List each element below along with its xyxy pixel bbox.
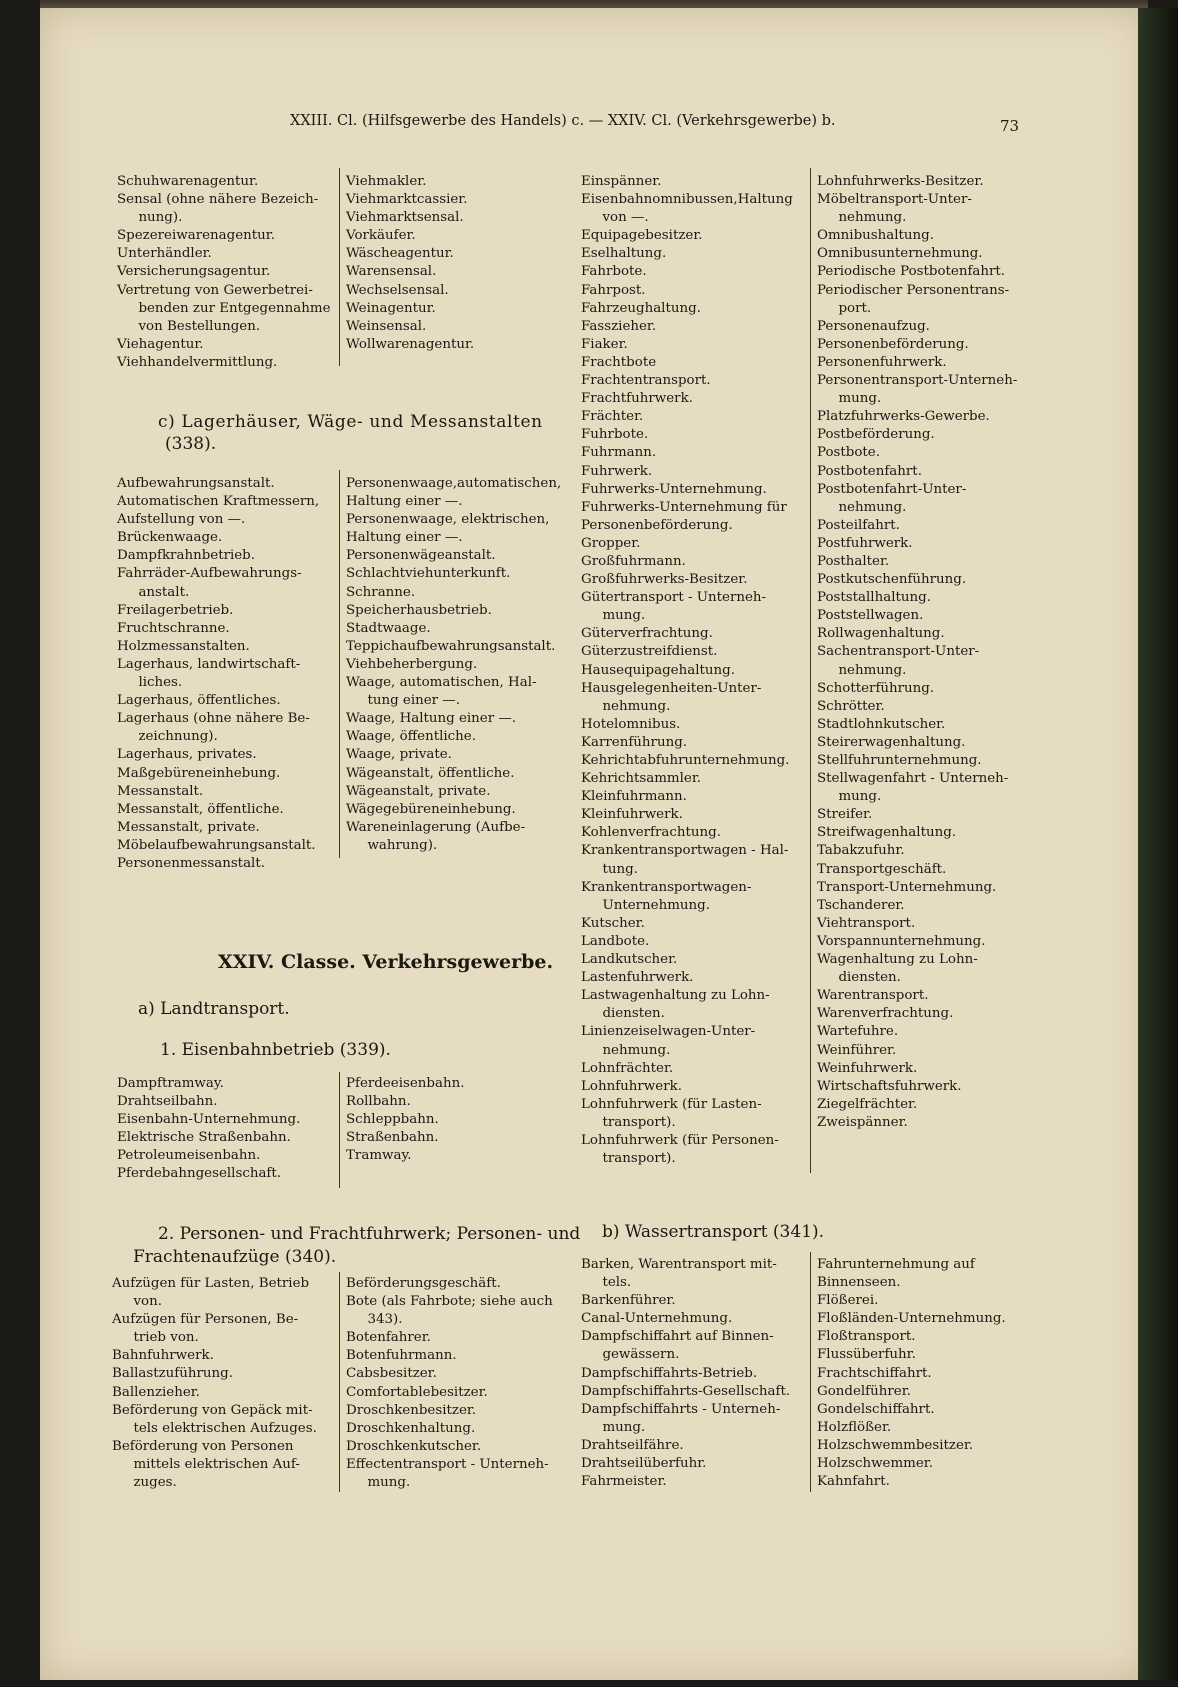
list-entry: Personenwaage,automatischen, (346, 476, 562, 491)
list-entry: Wareneinlagerung (Aufbe- (346, 819, 526, 835)
list-entry: Dampfschiffahrt auf Binnen- (581, 1329, 774, 1345)
list-entry: Flößerei. (817, 1293, 879, 1309)
list-entry: Gütertransport - Unterneh- (581, 590, 767, 606)
list-entry: benden zur Entgegennahme (138, 300, 331, 316)
list-entry: Periodische Postbotenfahrt. (817, 264, 1006, 280)
list-entry: Hausgelegenheiten-Unter- (581, 680, 762, 696)
list-entry: Möbeltransport-Unter- (817, 192, 972, 208)
list-entry: Aufstellung von —. (117, 512, 246, 528)
list-entry: Drahtseilfähre. (581, 1437, 684, 1453)
list-entry: Frachtschiffahrt. (817, 1365, 932, 1381)
list-entry: Transportgeschäft. (817, 861, 947, 877)
list-entry: Vertretung von Gewerbetrei- (117, 282, 313, 298)
list-entry: Holzschwemmer. (817, 1456, 933, 1472)
running-header: XXIII. Cl. (Hilfsgewerbe des Handels) c. — XXIV. Cl. (Verkehrsgewerbe) b. (290, 113, 836, 129)
list-entry: Kleinfuhrwerk. (581, 807, 683, 823)
list-entry: Sensal (ohne nähere Bezeich- (117, 192, 319, 208)
list-entry: trieb von. (133, 1330, 199, 1346)
list-entry: mung. (602, 608, 646, 624)
list-entry: Beförderungsgeschäft. (346, 1276, 501, 1291)
list-entry: Bahnfuhrwerk. (112, 1348, 214, 1364)
list-entry: Großfuhrmann. (581, 553, 686, 569)
list-entry: Kehrichtsammler. (581, 771, 702, 787)
column-divider (810, 168, 811, 1173)
list-entry: anstalt. (138, 584, 190, 600)
class-xxiv-heading: XXIV. Classe. Verkehrsgewerbe. (218, 951, 554, 973)
list-entry: Periodischer Personentrans- (817, 282, 1010, 298)
list-entry: port. (838, 300, 872, 316)
list-entry: Gropper. (581, 535, 641, 551)
list-entry: Weinführer. (817, 1042, 897, 1058)
list-entry: Canal-Unternehmung. (581, 1311, 733, 1327)
list-entry: Sachentransport-Unter- (817, 644, 980, 660)
list-entry: Speicherhausbetrieb. (346, 602, 492, 618)
list-entry: Personentransport-Unterneh- (817, 373, 1018, 389)
list-entry: Drahtseilüberfuhr. (581, 1456, 707, 1472)
list-entry: Weinsensal. (346, 318, 427, 334)
list-entry: Spezereiwarenagentur. (117, 228, 275, 244)
list-entry: Automatischen Kraftmessern, (117, 494, 320, 510)
list-entry: Aufzügen für Lasten, Betrieb (112, 1276, 310, 1291)
list-entry: Wägegebüreneinhebung. (346, 801, 516, 817)
list-entry: Wollwarenagentur. (346, 336, 475, 352)
list-entry: Steirerwagenhaltung. (817, 734, 966, 750)
list-entry: Botenfahrer. (346, 1330, 431, 1346)
list-entry: zuges. (133, 1475, 177, 1491)
list-entry: Aufzügen für Personen, Be- (112, 1312, 299, 1328)
list-entry: Fahrpost. (581, 282, 646, 298)
list-entry: Lohnfrächter. (581, 1060, 674, 1076)
list-entry: Lagerhaus (ohne nähere Be- (117, 711, 310, 727)
list-entry: Petroleumeisenbahn. (117, 1148, 261, 1164)
list-entry: Eisenbahnomnibussen,Haltung (581, 192, 793, 208)
list-entry: nehmung. (602, 698, 671, 714)
list-entry: Posteilfahrt. (817, 517, 900, 533)
list-entry: Fuhrwerk. (581, 463, 653, 479)
list-entry: Kleinfuhrmann. (581, 789, 687, 805)
list-entry: Fiaker. (581, 336, 628, 352)
list-entry: nehmung. (838, 210, 907, 226)
list-entry: liches. (138, 675, 183, 691)
list-entry: tung einer —. (367, 693, 460, 709)
list-entry: Lohnfuhrwerk (für Personen- (581, 1132, 779, 1148)
list-entry: Botenfuhrmann. (346, 1348, 457, 1364)
list-entry: Karrenführung. (581, 734, 688, 750)
list-entry: Floßtransport. (817, 1329, 916, 1345)
list-entry: Personenmessanstalt. (117, 855, 265, 871)
list-entry: Kutscher. (581, 915, 645, 931)
list-entry: mittels elektrischen Auf- (133, 1456, 300, 1472)
list-entry: Warentransport. (817, 988, 929, 1004)
section-c-heading-number: (338). (165, 434, 217, 454)
list-entry: Personenbeförderung. (817, 336, 969, 352)
list-entry: Lohnfuhrwerk (für Lasten- (581, 1096, 762, 1112)
list-entry: Zweispänner. (817, 1114, 908, 1130)
list-entry: Schleppbahn. (346, 1112, 439, 1128)
list-entry: Unterhändler. (117, 246, 212, 262)
list-entry: Fahrunternehmung auf (817, 1257, 975, 1272)
list-entry: Haltung einer —. (346, 494, 463, 510)
list-entry: von. (133, 1294, 162, 1310)
wassertransport-list-right (817, 1256, 1039, 1491)
list-entry: Dampfschiffahrts-Betrieb. (581, 1365, 758, 1381)
eisenbahn-list-left (117, 1075, 332, 1184)
list-entry: Freilagerbetrieb. (117, 602, 234, 618)
list-entry: Kohlenverfrachtung. (581, 825, 721, 841)
list-entry: Landbote. (581, 933, 650, 949)
list-entry: Schlachtviehunterkunft. (346, 566, 511, 582)
list-entry: Stadtwaage. (346, 620, 431, 636)
list-entry: Holzflößer. (817, 1419, 892, 1435)
list-entry: Poststellwagen. (817, 608, 924, 624)
list-entry: Fahrräder-Aufbewahrungs- (117, 566, 302, 582)
list-entry: von Bestellungen. (138, 318, 261, 334)
list-entry: Fruchtschranne. (117, 620, 230, 636)
list-entry: mung. (838, 789, 882, 805)
list-entry: Vorkäufer. (346, 228, 416, 244)
list-entry: Schotterführung. (817, 680, 935, 696)
list-entry: Warenverfrachtung. (817, 1006, 954, 1022)
wassertransport-list-left (581, 1256, 803, 1491)
list-entry: Dampftramway. (117, 1076, 224, 1091)
list-entry: Schranne. (346, 584, 416, 600)
column-divider (339, 470, 340, 858)
list-entry: Beförderung von Gepäck mit- (112, 1402, 313, 1418)
list-entry: nehmung. (838, 662, 907, 678)
eisenbahn-list-right (346, 1075, 561, 1165)
list-entry: diensten. (602, 1006, 665, 1022)
list-entry: Wäscheagentur. (346, 246, 454, 262)
list-entry: Dampfkrahnbetrieb. (117, 548, 256, 564)
list-entry: Barken, Warentransport mit- (581, 1257, 777, 1272)
list-entry: Lagerhaus, öffentliches. (117, 693, 281, 709)
column-divider (339, 1072, 340, 1188)
list-entry: Viehtransport. (817, 915, 916, 931)
list-entry: Holzschwemmbesitzer. (817, 1437, 974, 1453)
column-divider (339, 168, 340, 366)
list-entry: Viehmarktsensal. (346, 210, 464, 226)
fuhrwerk-list-right (346, 1275, 568, 1492)
section-b-heading: b) Wassertransport (341). (602, 1222, 825, 1242)
list-entry: tels elektrischen Aufzuges. (133, 1420, 317, 1436)
list-entry: nehmung. (602, 1042, 671, 1058)
column-divider (810, 1252, 811, 1492)
list-entry: Gondelschiffahrt. (817, 1401, 935, 1417)
list-entry: Aufbewahrungsanstalt. (117, 476, 275, 491)
list-entry: Viehbeherbergung. (346, 656, 478, 672)
list-entry: Postbotenfahrt-Unter- (817, 481, 967, 497)
list-entry: Frächter. (581, 409, 644, 425)
list-entry: Tabakzufuhr. (817, 843, 905, 859)
list-entry: Omnibushaltung. (817, 228, 934, 244)
list-entry: Schuhwarenagentur. (117, 174, 259, 189)
list-entry: Droschkenkutscher. (346, 1438, 482, 1454)
list-entry: Hausequipagehaltung. (581, 662, 735, 678)
list-entry: Lagerhaus, landwirtschaft- (117, 656, 301, 672)
list-entry: tung. (602, 861, 638, 877)
list-entry: Fuhrmann. (581, 445, 657, 461)
list-entry: Fahrbote. (581, 264, 647, 280)
list-entry: Streifwagenhaltung. (817, 825, 957, 841)
list-entry: Unternehmung. (602, 897, 711, 913)
fuhrwerk-list-col4 (817, 173, 1039, 1132)
list-entry: Messanstalt, private. (117, 819, 260, 835)
list-entry: Hotelomnibus. (581, 716, 681, 732)
list-entry: Versicherungsagentur. (117, 264, 271, 280)
list-entry: Comfortablebesitzer. (346, 1384, 488, 1400)
list-entry: Streifer. (817, 807, 873, 823)
list-entry: Lastwagenhaltung zu Lohn- (581, 988, 770, 1004)
section-a-heading: a) Landtransport. (138, 999, 290, 1019)
list-entry: 343). (367, 1312, 403, 1328)
list-entry: Ballastzuführung. (112, 1366, 233, 1382)
xxiii-b-list-left (117, 173, 332, 372)
list-entry: Viehagentur. (117, 336, 204, 352)
section-c-heading: c) Lagerhäuser, Wäge- und Messanstalten (158, 412, 543, 432)
list-entry: Rollwagenhaltung. (817, 626, 945, 642)
list-entry: Haltung einer —. (346, 530, 463, 546)
list-entry: Fuhrbote. (581, 427, 649, 443)
list-entry: Droschkenhaltung. (346, 1420, 476, 1436)
list-entry: Omnibusunternehmung. (817, 246, 983, 262)
fuhrwerk-list-left (112, 1275, 334, 1492)
list-entry: Lohnfuhrwerks-Besitzer. (817, 174, 984, 189)
list-entry: Lagerhaus, privates. (117, 747, 257, 763)
list-entry: Eselhaltung. (581, 246, 667, 262)
list-entry: Eisenbahn-Unternehmung. (117, 1112, 301, 1128)
list-entry: Postfuhrwerk. (817, 535, 913, 551)
list-entry: Kahnfahrt. (817, 1474, 890, 1490)
list-entry: mung. (367, 1475, 411, 1491)
list-entry: zeichnung). (138, 729, 218, 745)
list-entry: Equipagebesitzer. (581, 228, 703, 244)
list-entry: Frachtbote (581, 354, 657, 370)
list-entry: Wagenhaltung zu Lohn- (817, 952, 978, 968)
list-entry: Personenwaage, elektrischen, (346, 512, 550, 528)
list-entry: Messanstalt, öffentliche. (117, 801, 284, 817)
list-entry: Beförderung von Personen (112, 1438, 294, 1454)
list-entry: Drahtseilbahn. (117, 1094, 218, 1110)
list-entry: Vorspannunternehmung. (817, 933, 986, 949)
sub1-heading: 1. Eisenbahnbetrieb (339). (160, 1040, 391, 1060)
list-entry: Platzfuhrwerks-Gewerbe. (817, 409, 990, 425)
list-entry: Weinfuhrwerk. (817, 1060, 918, 1076)
list-entry: Fahrmeister. (581, 1474, 667, 1490)
list-entry: diensten. (838, 970, 901, 986)
list-entry: Tschanderer. (817, 897, 905, 913)
list-entry: Cabsbesitzer. (346, 1366, 437, 1382)
page-number: 73 (1000, 117, 1020, 135)
list-entry: Wägeanstalt, private. (346, 783, 491, 799)
list-entry: Personenbeförderung. (581, 517, 733, 533)
list-entry: Krankentransportwagen - Hal- (581, 843, 789, 859)
list-entry: Pferdeeisenbahn. (346, 1076, 465, 1091)
list-entry: Stellfuhrunternehmung. (817, 753, 982, 768)
list-entry: Lohnfuhrwerk. (581, 1078, 682, 1094)
list-entry: Personenaufzug. (817, 318, 930, 334)
list-entry: Weinagentur. (346, 300, 436, 316)
list-entry: Viehmarktcassier. (346, 192, 468, 208)
list-entry: Waage, Haltung einer —. (346, 711, 517, 727)
list-entry: Güterzustreifdienst. (581, 644, 718, 660)
list-entry: gewässern. (602, 1347, 680, 1363)
list-entry: Ziegelfrächter. (817, 1096, 918, 1112)
list-entry: Postkutschenführung. (817, 572, 967, 588)
list-entry: Binnenseen. (817, 1275, 901, 1291)
list-entry: Wechselsensal. (346, 282, 449, 298)
list-entry: wahrung). (367, 837, 438, 853)
list-entry: Großfuhrwerks-Besitzer. (581, 572, 748, 588)
list-entry: von —. (602, 210, 649, 226)
list-entry: Messanstalt. (117, 783, 204, 799)
list-entry: Personenwägeanstalt. (346, 548, 496, 564)
list-entry: nehmung. (838, 499, 907, 515)
list-entry: Poststallhaltung. (817, 590, 931, 606)
list-entry: Personenfuhrwerk. (817, 354, 947, 370)
list-entry: Rollbahn. (346, 1094, 411, 1110)
list-entry: Stadtlohnkutscher. (817, 716, 946, 732)
list-entry: Frachtfuhrwerk. (581, 391, 693, 407)
list-entry: Holzmessanstalten. (117, 638, 250, 654)
list-entry: Fahrzeughaltung. (581, 300, 701, 316)
list-entry: Fuhrwerks-Unternehmung für (581, 499, 787, 515)
list-entry: Droschkenbesitzer. (346, 1402, 477, 1418)
list-entry: Elektrische Straßenbahn. (117, 1130, 291, 1146)
list-entry: Barkenführer. (581, 1293, 676, 1309)
list-entry: Fuhrwerks-Unternehmung. (581, 481, 767, 497)
list-entry: Transport-Unternehmung. (817, 879, 997, 895)
list-entry: Dampfschiffahrts - Unterneh- (581, 1401, 781, 1417)
list-entry: Pferdebahngesellschaft. (117, 1166, 282, 1182)
list-entry: Waage, öffentliche. (346, 729, 476, 745)
list-entry: transport). (602, 1114, 676, 1130)
list-entry: Fasszieher. (581, 318, 657, 334)
list-entry: Flussüberfuhr. (817, 1347, 916, 1363)
list-entry: Waage, automatischen, Hal- (346, 675, 537, 691)
sub2-heading-line1: 2. Personen- und Frachtfuhrwerk; Personen- und (158, 1224, 581, 1244)
list-entry: Bote (als Fahrbote; siehe auch (346, 1294, 553, 1310)
list-entry: Schrötter. (817, 698, 885, 714)
list-entry: Floßländen-Unternehmung. (817, 1311, 1006, 1327)
list-entry: Ballenzieher. (112, 1384, 200, 1400)
list-entry: Brückenwaage. (117, 530, 223, 546)
list-entry: Lastenfuhrwerk. (581, 970, 694, 986)
book-spine (1138, 8, 1178, 1680)
list-entry: Maßgebüreneinhebung. (117, 765, 281, 781)
section-c-list-left (117, 475, 332, 873)
list-entry: Krankentransportwagen- (581, 879, 752, 895)
list-entry: Möbelaufbewahrungsanstalt. (117, 837, 316, 853)
list-entry: Teppichaufbewahrungsanstalt. (346, 638, 556, 654)
xxiii-b-list-right (346, 173, 561, 354)
list-entry: Wägeanstalt, öffentliche. (346, 765, 515, 781)
list-entry: Viehhandelvermittlung. (117, 354, 278, 370)
list-entry: Effectentransport - Unterneh- (346, 1456, 549, 1472)
list-entry: Straßenbahn. (346, 1130, 439, 1146)
list-entry: Frachtentransport. (581, 373, 711, 389)
list-entry: Posthalter. (817, 553, 890, 569)
list-entry: Kehrichtabfuhrunternehmung. (581, 753, 790, 768)
list-entry: mung. (838, 391, 882, 407)
list-entry: Waage, private. (346, 747, 452, 763)
list-entry: Postbotenfahrt. (817, 463, 922, 479)
list-entry: Postbote. (817, 445, 880, 461)
section-c-list-right (346, 475, 568, 855)
list-entry: Viehmakler. (346, 174, 427, 189)
list-entry: mung. (602, 1419, 646, 1435)
list-entry: Linienzeiselwagen-Unter- (581, 1024, 756, 1040)
fuhrwerk-list-col3 (581, 173, 801, 1168)
list-entry: Einspänner. (581, 174, 662, 189)
list-entry: transport). (602, 1151, 676, 1167)
list-entry: Landkutscher. (581, 952, 678, 968)
list-entry: Güterverfrachtung. (581, 626, 713, 642)
column-divider (339, 1272, 340, 1492)
list-entry: Warensensal. (346, 264, 437, 280)
list-entry: Postbeförderung. (817, 427, 935, 443)
list-entry: tels. (602, 1275, 632, 1291)
list-entry: Stellwagenfahrt - Unterneh- (817, 771, 1009, 787)
sub2-heading-line2: Frachtenaufzüge (340). (133, 1247, 337, 1267)
list-entry: Dampfschiffahrts-Gesellschaft. (581, 1383, 791, 1399)
list-entry: nung). (138, 210, 183, 226)
list-entry: Wirtschaftsfuhrwerk. (817, 1078, 962, 1094)
list-entry: Tramway. (346, 1148, 412, 1164)
list-entry: Wartefuhre. (817, 1024, 899, 1040)
list-entry: Gondelführer. (817, 1383, 911, 1399)
